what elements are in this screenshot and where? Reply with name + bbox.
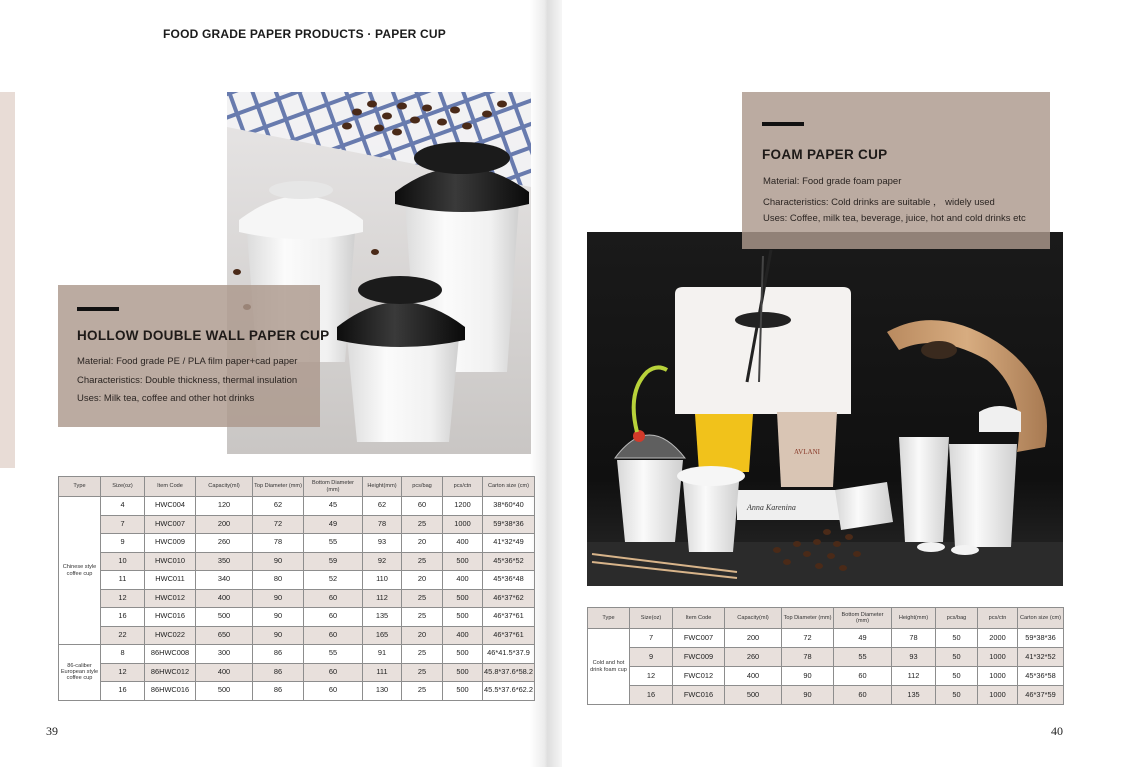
title-rule (762, 122, 804, 126)
page-number-right: 40 (1051, 724, 1063, 738)
table-cell: 60 (402, 497, 443, 516)
header-cell: Item Code (673, 608, 725, 629)
table-cell: 500 (196, 608, 253, 627)
table-row (588, 667, 1064, 686)
table-cell: 86HWC008 (145, 645, 196, 664)
table-cell: HWC012 (145, 589, 196, 608)
table-cell: 1200 (443, 497, 483, 516)
table-cell: 12 (101, 589, 145, 608)
table-cell: 46*37*61 (483, 626, 535, 645)
table-cell: 120 (196, 497, 253, 516)
table-cell: 1000 (443, 515, 483, 534)
table-cell: 25 (402, 663, 443, 682)
table-row (588, 629, 1064, 648)
double-wall-info-box (58, 285, 330, 427)
table-cell: 350 (196, 552, 253, 571)
header-cell: pcs/bag (402, 477, 443, 497)
table-cell: 62 (253, 497, 304, 516)
table-cell: 59*38*36 (1018, 629, 1064, 648)
table-cell: 11 (101, 571, 145, 590)
table-cell: 45 (304, 497, 363, 516)
table-cell: 90 (253, 626, 304, 645)
header-cell: pcs/ctn (443, 477, 483, 497)
table-cell: 500 (443, 682, 483, 701)
table-cell: 86 (253, 682, 304, 701)
title-rule (77, 307, 119, 311)
table-cell: 135 (363, 608, 402, 627)
table-cell: 112 (892, 667, 936, 686)
table-cell: 25 (402, 645, 443, 664)
page-number-left: 39 (46, 724, 58, 738)
table-cell: 45*36*52 (483, 552, 535, 571)
table-cell: 91 (363, 645, 402, 664)
table-cell: 46*37*59 (1018, 686, 1064, 705)
table-cell: 78 (363, 515, 402, 534)
header-cell: Carton size (cm) (1018, 608, 1064, 629)
table-cell: 86 (253, 663, 304, 682)
table-cell: FWC007 (673, 629, 725, 648)
table-cell: 90 (782, 667, 834, 686)
table-cell: FWC012 (673, 667, 725, 686)
type-cell: 86-caliber European style coffee cup (59, 645, 101, 701)
material-text: Material: Food grade foam paper (763, 176, 902, 187)
table-cell: 25 (402, 682, 443, 701)
table-cell: 112 (363, 589, 402, 608)
table-cell: 60 (304, 626, 363, 645)
table-cell: 49 (834, 629, 892, 648)
table-cell: 46*37*61 (483, 608, 535, 627)
header-cell: Type (59, 477, 101, 497)
uses-text: Uses: Coffee, milk tea, beverage, juice, hot and cold drinks etc (763, 213, 1026, 224)
type-cell: Cold and hot drink foam cup (588, 629, 630, 705)
table-cell: 59 (304, 552, 363, 571)
table-cell: 60 (834, 667, 892, 686)
table-header-row (59, 477, 535, 497)
table-row (59, 571, 535, 590)
header-cell: Height(mm) (363, 477, 402, 497)
table-row (588, 686, 1064, 705)
foam-cups-illustration (587, 232, 1063, 586)
table-cell: 400 (443, 534, 483, 553)
double-wall-spec-table (58, 476, 535, 701)
header-cell: Bottom Diameter (mm) (834, 608, 892, 629)
table-cell: 500 (443, 645, 483, 664)
table-cell: HWC010 (145, 552, 196, 571)
table-cell: HWC011 (145, 571, 196, 590)
table-cell: 50 (936, 667, 978, 686)
table-cell: 9 (101, 534, 145, 553)
header-cell: Height(mm) (892, 608, 936, 629)
table-row (588, 648, 1064, 667)
table-cell: 46*41.5*37.9 (483, 645, 535, 664)
table-cell: FWC016 (673, 686, 725, 705)
table-cell: 90 (782, 686, 834, 705)
table-cell: 500 (443, 552, 483, 571)
table-cell: 130 (363, 682, 402, 701)
table-cell: 16 (630, 686, 673, 705)
table-cell: 300 (196, 645, 253, 664)
table-cell: 86HWC016 (145, 682, 196, 701)
table-cell: 1000 (978, 648, 1018, 667)
table-row (59, 515, 535, 534)
table-cell: 46*37*62 (483, 589, 535, 608)
foam-cup-spec-table (587, 607, 1064, 705)
table-cell: 500 (725, 686, 782, 705)
table-cell: 260 (196, 534, 253, 553)
table-cell: 12 (630, 667, 673, 686)
table-cell: 72 (782, 629, 834, 648)
table-row (59, 645, 535, 664)
table-cell: 500 (443, 608, 483, 627)
table-cell: 7 (101, 515, 145, 534)
table-cell: 72 (253, 515, 304, 534)
table-cell: 41*32*52 (1018, 648, 1064, 667)
table-cell: HWC009 (145, 534, 196, 553)
table-cell: 60 (304, 663, 363, 682)
table-cell: FWC009 (673, 648, 725, 667)
table-cell: 25 (402, 608, 443, 627)
product-title: HOLLOW DOUBLE WALL PAPER CUP (77, 328, 330, 343)
table-cell: 650 (196, 626, 253, 645)
table-cell: 200 (196, 515, 253, 534)
table-cell: 400 (196, 663, 253, 682)
table-cell: 93 (363, 534, 402, 553)
table-cell: 500 (443, 589, 483, 608)
table-cell: 62 (363, 497, 402, 516)
table-cell: 60 (304, 608, 363, 627)
header-cell: Capacity(ml) (196, 477, 253, 497)
table-cell: 400 (443, 571, 483, 590)
table-cell: 25 (402, 515, 443, 534)
table-cell: 500 (443, 663, 483, 682)
table-cell: 90 (253, 589, 304, 608)
foam-cup-info-box (742, 92, 1050, 249)
table-cell: 59*38*36 (483, 515, 535, 534)
table-cell: 92 (363, 552, 402, 571)
header-cell: Bottom Diameter (mm) (304, 477, 363, 497)
table-cell: 200 (725, 629, 782, 648)
table-cell: 135 (892, 686, 936, 705)
table-cell: 50 (936, 629, 978, 648)
table-cell: 110 (363, 571, 402, 590)
table-cell: 60 (834, 686, 892, 705)
table-cell: 45*36*58 (1018, 667, 1064, 686)
table-row (59, 626, 535, 645)
table-cell: 38*60*40 (483, 497, 535, 516)
type-cell: Chinese style coffee cup (59, 497, 101, 645)
header-cell: Type (588, 608, 630, 629)
table-cell: HWC007 (145, 515, 196, 534)
product-title: FOAM PAPER CUP (762, 147, 888, 162)
table-row (59, 534, 535, 553)
table-cell: 93 (892, 648, 936, 667)
table-row (59, 552, 535, 571)
table-cell: 20 (402, 534, 443, 553)
characteristics-text: Characteristics: Cold drinks are suitable ， widely used (763, 197, 995, 208)
table-cell: 340 (196, 571, 253, 590)
table-cell: 165 (363, 626, 402, 645)
table-row (59, 663, 535, 682)
table-cell: 25 (402, 589, 443, 608)
table-row (59, 682, 535, 701)
table-cell: 45*36*48 (483, 571, 535, 590)
table-cell: 8 (101, 645, 145, 664)
table-cell: 90 (253, 608, 304, 627)
table-cell: 78 (253, 534, 304, 553)
cup-brand-text: AVLANI (794, 448, 820, 456)
table-cell: 41*32*49 (483, 534, 535, 553)
table-cell: HWC022 (145, 626, 196, 645)
table-cell: 80 (253, 571, 304, 590)
table-row (59, 608, 535, 627)
table-cell: 1000 (978, 686, 1018, 705)
table-cell: 1000 (978, 667, 1018, 686)
table-cell: 45.5*37.6*62.2 (483, 682, 535, 701)
header-cell: Capacity(ml) (725, 608, 782, 629)
table-cell: 260 (725, 648, 782, 667)
table-cell: 78 (782, 648, 834, 667)
table-cell: 90 (253, 552, 304, 571)
table-cell: 50 (936, 686, 978, 705)
header-cell: pcs/ctn (978, 608, 1018, 629)
page-header: FOOD GRADE PAPER PRODUCTS · PAPER CUP (163, 27, 446, 41)
table-header-row (588, 608, 1064, 629)
table-cell: 55 (304, 534, 363, 553)
table-cell: 45.8*37.6*58.2 (483, 663, 535, 682)
header-cell: Size(oz) (630, 608, 673, 629)
table-cell: 16 (101, 608, 145, 627)
table-cell: 16 (101, 682, 145, 701)
table-cell: 10 (101, 552, 145, 571)
table-cell: HWC016 (145, 608, 196, 627)
table-cell: 111 (363, 663, 402, 682)
decorative-side-bar (0, 92, 15, 468)
table-cell: 60 (304, 682, 363, 701)
foam-cup-photo (587, 232, 1063, 586)
header-cell: Carton size (cm) (483, 477, 535, 497)
table-cell: 400 (443, 626, 483, 645)
table-cell: 55 (304, 645, 363, 664)
table-cell: 55 (834, 648, 892, 667)
material-text: Material: Food grade PE / PLA film paper+cad paper (77, 356, 298, 367)
header-cell: pcs/bag (936, 608, 978, 629)
table-cell: 12 (101, 663, 145, 682)
table-cell: 7 (630, 629, 673, 648)
header-cell: Size(oz) (101, 477, 145, 497)
table-cell: 52 (304, 571, 363, 590)
characteristics-text: Characteristics: Double thickness, thermal insulation (77, 375, 298, 386)
book-title-text: Anna Karenina (747, 503, 796, 512)
table-cell: 78 (892, 629, 936, 648)
table-cell: HWC004 (145, 497, 196, 516)
uses-text: Uses: Milk tea, coffee and other hot drinks (77, 393, 255, 404)
table-cell: 20 (402, 571, 443, 590)
table-cell: 400 (725, 667, 782, 686)
table-row (59, 589, 535, 608)
table-cell: 22 (101, 626, 145, 645)
table-cell: 20 (402, 626, 443, 645)
table-cell: 50 (936, 648, 978, 667)
header-cell: Item Code (145, 477, 196, 497)
table-cell: 25 (402, 552, 443, 571)
table-cell: 400 (196, 589, 253, 608)
table-cell: 9 (630, 648, 673, 667)
table-cell: 4 (101, 497, 145, 516)
header-cell: Top Diameter (mm) (253, 477, 304, 497)
table-cell: 86HWC012 (145, 663, 196, 682)
table-cell: 60 (304, 589, 363, 608)
table-cell: 2000 (978, 629, 1018, 648)
table-cell: 86 (253, 645, 304, 664)
table-cell: 500 (196, 682, 253, 701)
header-cell: Top Diameter (mm) (782, 608, 834, 629)
table-row (59, 497, 535, 516)
table-cell: 49 (304, 515, 363, 534)
